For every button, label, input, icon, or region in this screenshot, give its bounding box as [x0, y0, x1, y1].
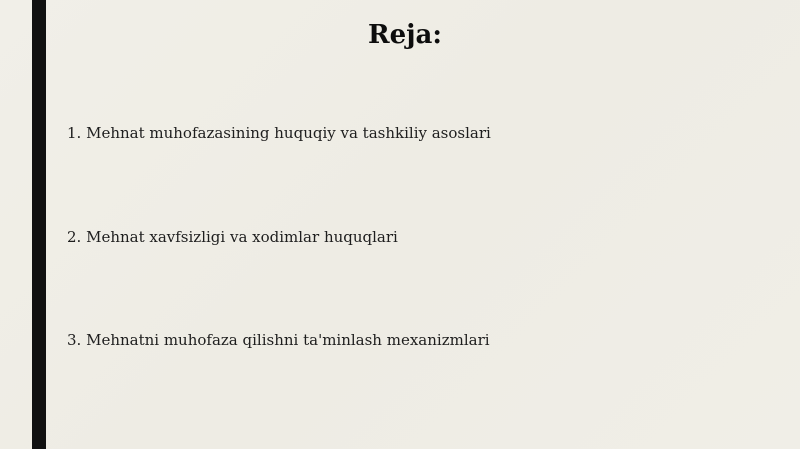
- plan-item: 3. Mehnatni muhofaza qilishni ta'minlash mexanizmlari: [67, 331, 490, 349]
- plan-item: 2. Mehnat xavfsizligi va xodimlar huquqlari: [67, 228, 398, 246]
- side-accent-bar: [32, 0, 46, 449]
- plan-item: 1. Mehnat muhofazasining huquqiy va tashkiliy asoslari: [67, 124, 491, 142]
- slide-title: Reja:: [367, 20, 442, 50]
